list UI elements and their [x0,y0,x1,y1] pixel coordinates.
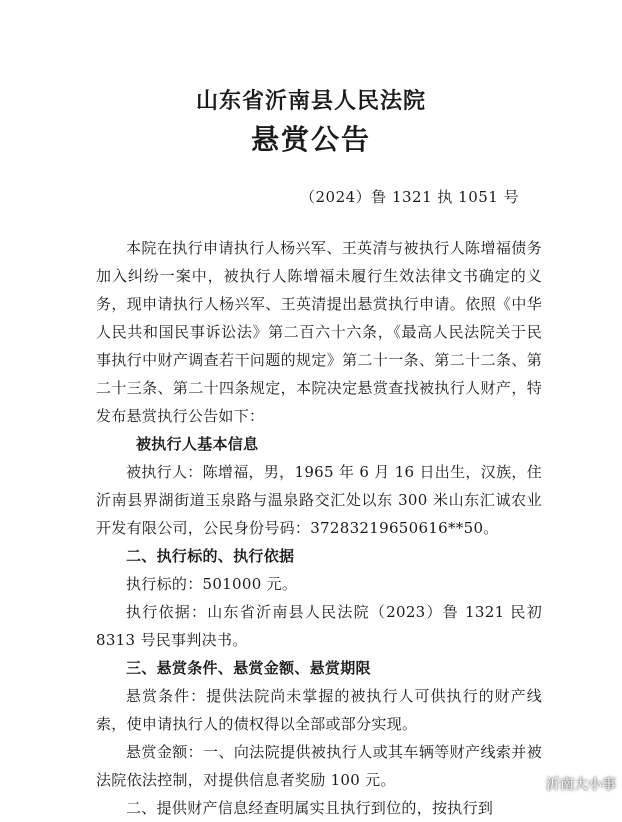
reward-condition-paragraph: 悬赏条件：提供法院尚未掌握的被执行人可供执行的财产线索，使申请执行人的债权得以全部或部分实现。 [96,687,542,733]
weibo-logo-icon [524,775,542,793]
section-heading-reward: 三、悬赏条件、悬赏金额、悬赏期限 [126,659,371,677]
notice-title: 悬赏公告 [250,123,371,156]
watermark-text: 沂南大小事 [546,777,616,793]
court-name: 山东省沂南县人民法院 [195,88,426,114]
execution-basis-paragraph: 执行依据：山东省沂南县人民法院（2023）鲁 1321 民初 8313 号民事判决书。 [96,603,542,649]
section-heading-debtor-info: 被执行人基本信息 [136,435,259,453]
notice-body [96,234,542,822]
case-number: （2024）鲁 1321 执 1051 号 [300,188,520,206]
reward-amount-paragraph-2: 二、提供财产信息经查明属实且执行到位的，按执行到 [126,799,494,817]
intro-paragraph: 本院在执行申请执行人杨兴军、王英清与被执行人陈增福债务加入纠纷一案中，被执行人陈增福未履行生效法律文书确定的义务，现申请执行人杨兴军、王英清提出悬赏执行申请。依照《中华人民共和国民事诉讼法》第二百六十六条，《最高人民法院关于民事执行中财产调查若干问题的规定》第二十一条、第二十二条、第二十三条、第二十四条规定，本院决定悬赏查找被执行人财产，特发布悬赏执行公告如下： [96,239,542,425]
watermark [524,774,616,794]
debtor-info-paragraph: 被执行人：陈增福，男，1965 年 6 月 16 日出生，汉族，住沂南县界湖街道玉泉路与温泉路交汇处以东 300 米山东汇诚农业开发有限公司，公民身份号码：37283219650616**50。 [96,463,542,537]
section-heading-execution: 二、执行标的、执行依据 [126,547,295,565]
reward-amount-paragraph: 悬赏金额：一、向法院提供被执行人或其车辆等财产线索并被法院依法控制，对提供信息者奖励 100 元。 [96,743,542,789]
execution-amount-paragraph: 执行标的：501000 元。 [126,575,298,593]
